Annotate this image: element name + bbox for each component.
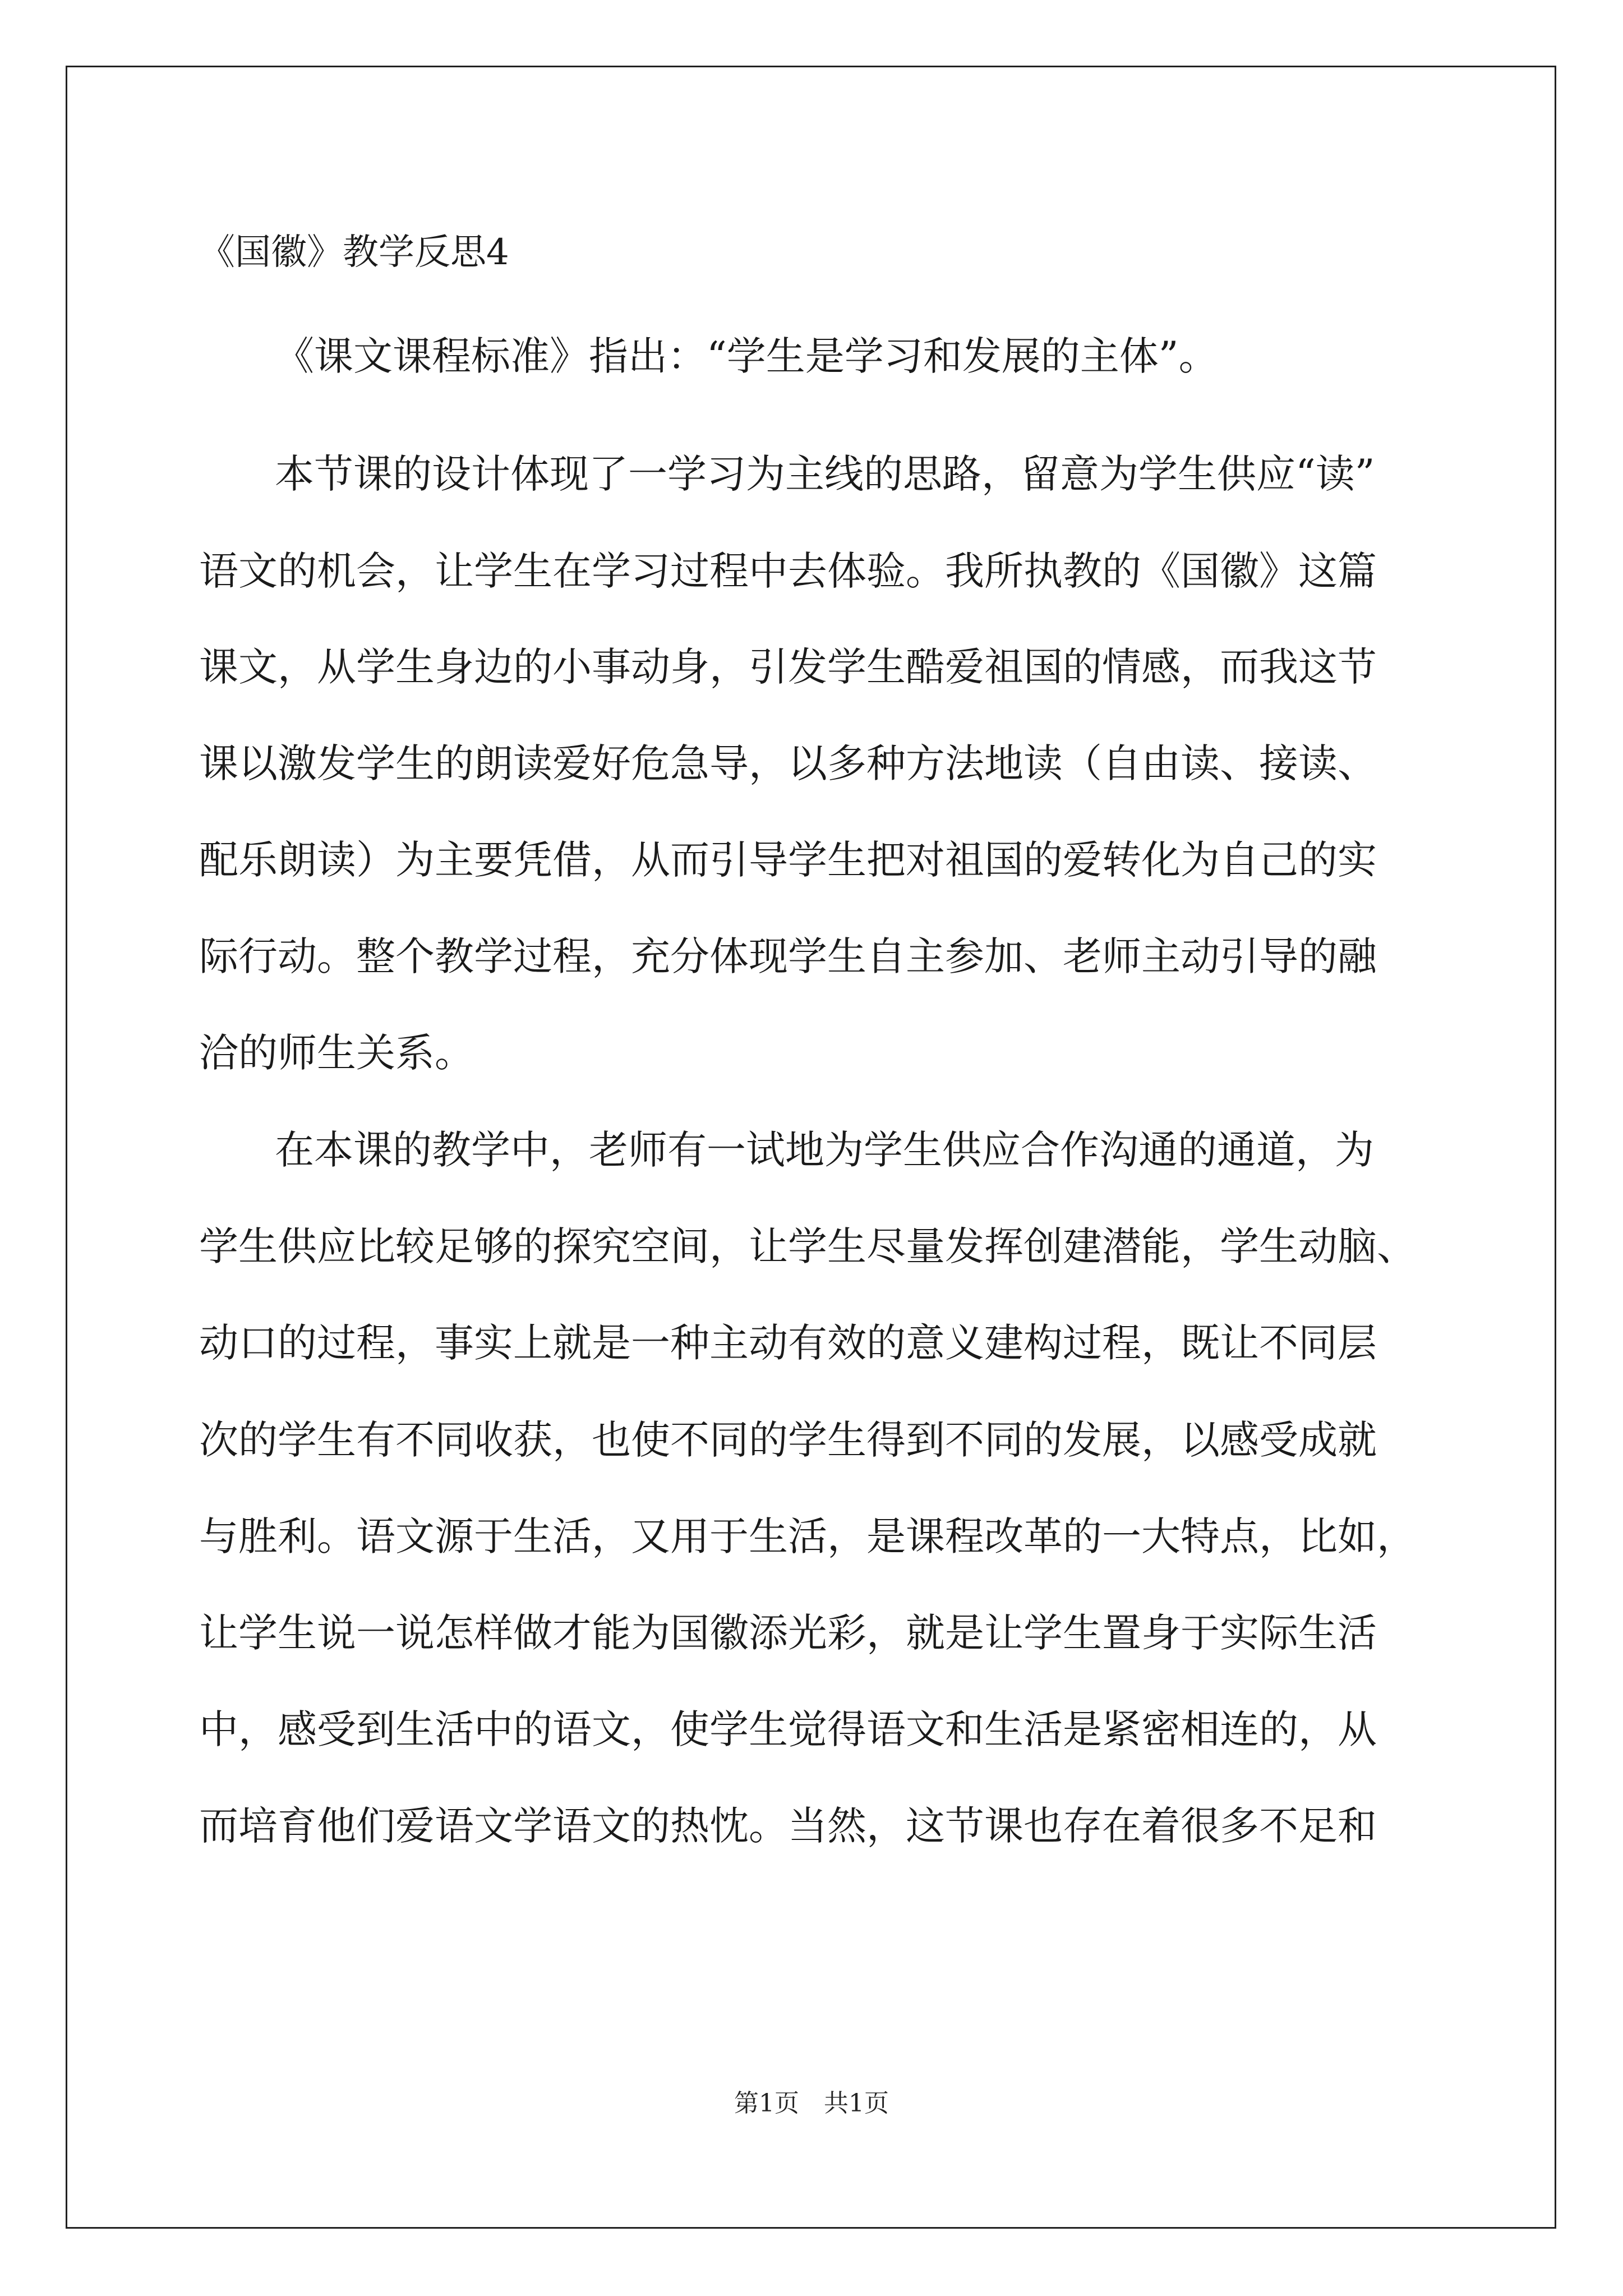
paragraph-line: 让学生说一说怎样做才能为国徽添光彩，就是让学生置身于实际生活 bbox=[199, 1610, 1377, 1656]
paragraph-line: 本节课的设计体现了一学习为主线的思路，留意为学生供应“读” bbox=[275, 451, 1375, 497]
paragraph-line: 次的学生有不同收获，也使不同的学生得到不同的发展，以感受成就 bbox=[199, 1417, 1377, 1463]
paragraph-line: 课文，从学生身边的小事动身，引发学生酷爱祖国的情感，而我这节 bbox=[199, 644, 1377, 690]
paragraph-line: 《课文课程标准》指出：“学生是学习和发展的主体”。 bbox=[275, 333, 1218, 379]
paragraph-line: 际行动。整个教学过程，充分体现学生自主参加、老师主动引导的融 bbox=[199, 933, 1377, 979]
paragraph-line: 学生供应比较足够的探究空间，让学生尽量发挥创建潜能，学生动脑、 bbox=[199, 1223, 1416, 1269]
paragraph-line: 语文的机会，让学生在学习过程中去体验。我所执教的《国徽》这篇 bbox=[199, 548, 1377, 594]
paragraph-line: 动口的过程，事实上就是一种主动有效的意义建构过程，既让不同层 bbox=[199, 1320, 1377, 1366]
paragraph-line: 课以激发学生的朗读爱好危急导，以多种方法地读（自由读、接读、 bbox=[199, 740, 1377, 786]
paragraph-line: 洽的师生关系。 bbox=[199, 1030, 474, 1076]
paragraph-line: 中，感受到生活中的语文，使学生觉得语文和生活是紧密相连的，从 bbox=[199, 1706, 1377, 1752]
paragraph-line: 配乐朗读）为主要凭借，从而引导学生把对祖国的爱转化为自己的实 bbox=[199, 837, 1377, 883]
page-number-footer: 第1页 共1页 bbox=[734, 2089, 889, 2118]
paragraph-line: 与胜利。语文源于生活，又用于生活，是课程改革的一大特点，比如， bbox=[199, 1513, 1416, 1559]
document-title: 《国徽》教学反思4 bbox=[199, 232, 509, 273]
paragraph-line: 而培育他们爱语文学语文的热忱。当然，这节课也存在着很多不足和 bbox=[199, 1803, 1377, 1849]
paragraph-line: 在本课的教学中，老师有一试地为学生供应合作沟通的通道，为 bbox=[275, 1127, 1374, 1173]
